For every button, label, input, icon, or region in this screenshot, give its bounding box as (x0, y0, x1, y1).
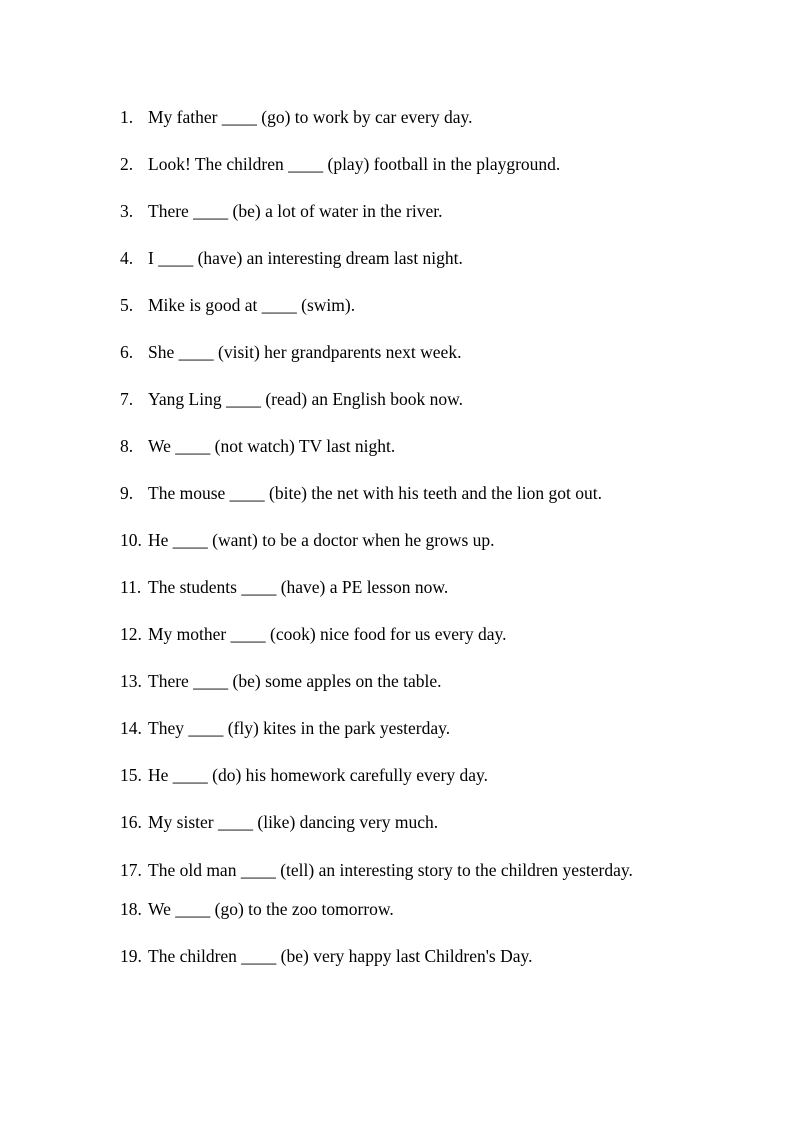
exercise-text: We ____ (go) to the zoo tomorrow. (148, 899, 394, 919)
exercise-text: There ____ (be) a lot of water in the river. (148, 201, 443, 221)
exercise-number: 5. (120, 295, 134, 315)
exercise-number: 17. (120, 860, 142, 880)
exercise-number: 16. (120, 812, 142, 832)
exercise-number: 8. (120, 436, 134, 456)
exercise-list (120, 104, 674, 990)
exercise-item (120, 386, 674, 413)
exercise-item (120, 245, 674, 272)
exercise-number: 7. (120, 389, 134, 409)
exercise-number: 1. (120, 107, 134, 127)
exercise-text: Yang Ling ____ (read) an English book now. (148, 389, 463, 409)
exercise-text: The old man ____ (tell) an interesting story to the children yesterday. (148, 860, 633, 880)
exercise-number: 14. (120, 718, 142, 738)
exercise-item (120, 292, 674, 319)
exercise-number: 6. (120, 342, 134, 362)
exercise-item (120, 104, 674, 131)
exercise-item (120, 527, 674, 554)
exercise-text: The students ____ (have) a PE lesson now. (148, 577, 449, 597)
exercise-number: 18. (120, 899, 142, 919)
exercise-number: 4. (120, 248, 134, 268)
exercise-item (120, 943, 674, 970)
exercise-number: 2. (120, 154, 134, 174)
exercise-text: My father ____ (go) to work by car every day. (148, 107, 473, 127)
exercise-text: The mouse ____ (bite) the net with his teeth and the lion got out. (148, 483, 602, 503)
exercise-text: He ____ (want) to be a doctor when he grows up. (148, 530, 495, 550)
exercise-item (120, 574, 674, 601)
exercise-text: They ____ (fly) kites in the park yesterday. (148, 718, 451, 738)
exercise-number: 9. (120, 483, 134, 503)
exercise-number: 12. (120, 624, 142, 644)
exercise-item (120, 715, 674, 742)
exercise-text: She ____ (visit) her grandparents next week. (148, 342, 462, 362)
exercise-item (120, 480, 674, 507)
exercise-text: The children ____ (be) very happy last Children's Day. (148, 946, 533, 966)
exercise-item (120, 896, 674, 923)
exercise-number: 3. (120, 201, 134, 221)
exercise-number: 10. (120, 530, 142, 550)
exercise-text: There ____ (be) some apples on the table. (148, 671, 442, 691)
exercise-text: I ____ (have) an interesting dream last night. (148, 248, 463, 268)
exercise-item (120, 433, 674, 460)
exercise-item (120, 809, 674, 836)
exercise-text: Look! The children ____ (play) football in the playground. (148, 154, 561, 174)
exercise-text: My sister ____ (like) dancing very much. (148, 812, 439, 832)
exercise-item (120, 668, 674, 695)
exercise-item (120, 849, 674, 891)
exercise-text: Mike is good at ____ (swim). (148, 295, 356, 315)
exercise-text: My mother ____ (cook) nice food for us every day. (148, 624, 507, 644)
exercise-number: 11. (120, 577, 142, 597)
exercise-text: He ____ (do) his homework carefully every day. (148, 765, 489, 785)
exercise-number: 13. (120, 671, 142, 691)
exercise-number: 19. (120, 946, 142, 966)
exercise-text: We ____ (not watch) TV last night. (148, 436, 396, 456)
exercise-item (120, 198, 674, 225)
exercise-item (120, 151, 674, 178)
exercise-number: 15. (120, 765, 142, 785)
exercise-item (120, 339, 674, 366)
exercise-item (120, 621, 674, 648)
exercise-item (120, 762, 674, 789)
